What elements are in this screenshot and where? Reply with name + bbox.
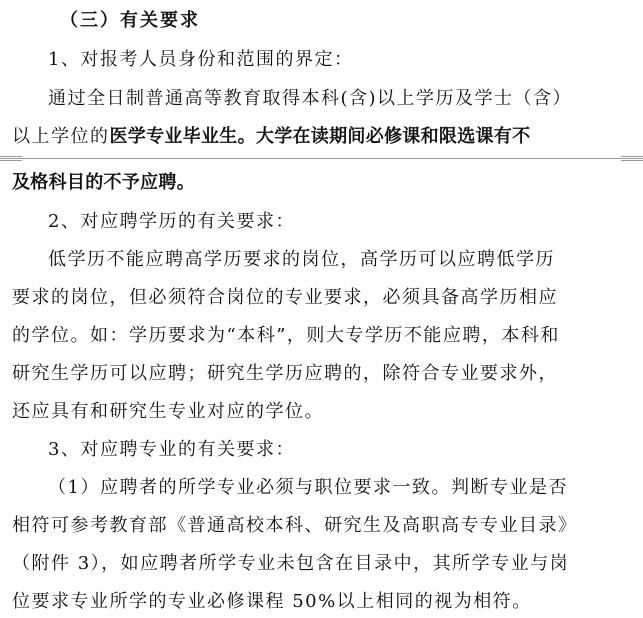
section-3-line-3: （附件 3），如应聘者所学专业未包含在目录中，其所学专业与岗	[12, 553, 570, 574]
section-2-line-2: 要求的岗位，但必须符合岗位的专业要求，必须具备高学历相应	[12, 287, 558, 308]
section-3-line-1: （1）应聘者的所学专业必须与职位要求一致。判断专业是否	[48, 477, 568, 498]
section-2-title: 2、对应聘学历的有关要求：	[48, 211, 295, 232]
section-3-title: 3、对应聘专业的有关要求：	[48, 439, 295, 460]
section-2-line-1: 低学历不能应聘高学历要求的岗位，高学历可以应聘低学历	[48, 249, 555, 270]
section-2-line-5: 还应具有和研究生专业对应的学位。	[12, 401, 324, 422]
page-break-divider	[0, 156, 643, 162]
page-break-mark-right	[621, 156, 643, 161]
section-3-line-4: 位要求专业所学的专业必修课程 50%以上相同的视为相符。	[12, 591, 532, 612]
section-1-line-1: 通过全日制普通高等教育取得本科(含)以上学历及学士（含）	[48, 88, 573, 109]
section-1-line-3: 及格科目的不予应聘。	[12, 172, 195, 193]
section-2-line-3: 的学位。如：学历要求为“本科”，则大专学历不能应聘，本科和	[12, 325, 560, 346]
section-1-line-2-bold: 医学专业毕业生。大学在读期间必修课和限选课有不	[109, 126, 531, 147]
section-heading: （三）有关要求	[60, 10, 200, 31]
section-3-line-2: 相符可参考教育部《普通高校本科、研究生及高职高专专业目录》	[12, 515, 578, 536]
section-1-title: 1、对报考人员身份和范围的界定：	[48, 49, 354, 70]
page-break-rule	[0, 158, 643, 159]
section-1-line-2-plain: 以上学位的	[12, 126, 110, 147]
section-1-line-2	[12, 124, 632, 150]
section-2-line-4: 研究生学历可以应聘；研究生学历应聘的，除符合专业要求外，	[12, 363, 558, 384]
page-break-mark-left	[0, 156, 22, 161]
